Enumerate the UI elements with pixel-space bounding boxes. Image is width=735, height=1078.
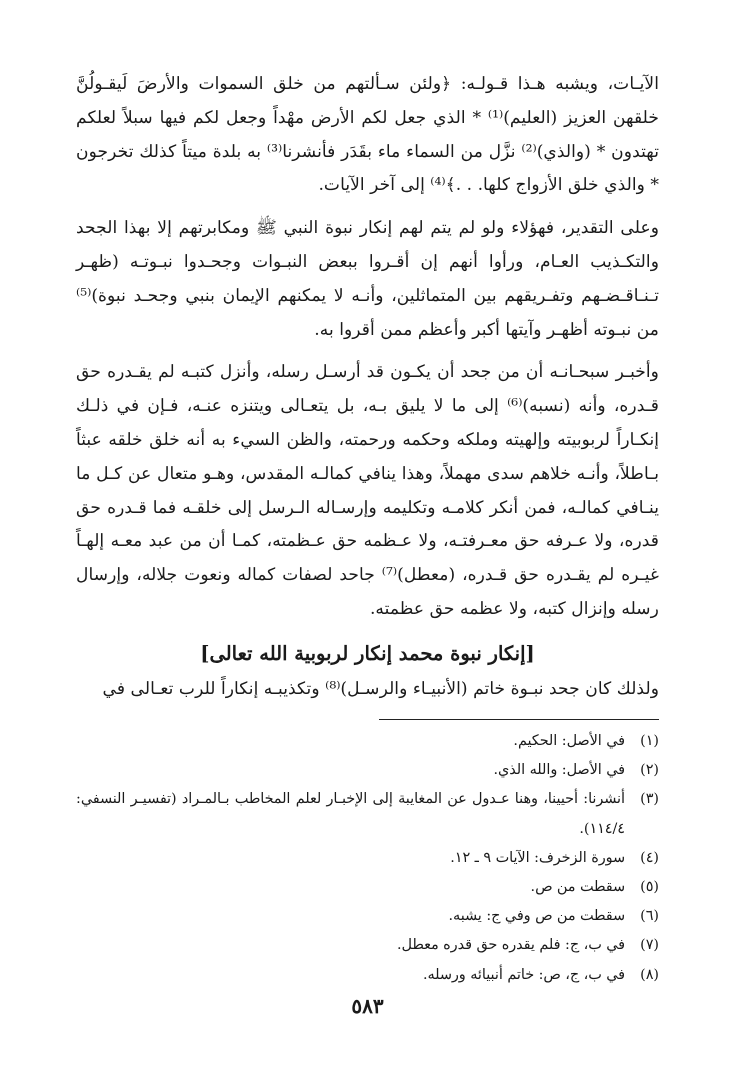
footnote-number: (٢) — [640, 762, 659, 779]
closing-paragraph: ولذلك كان جحد نبـوة خاتم (الأنبيـاء والرسـل)⁽⁸⁾ وتكذيبـه إنكاراً للرب تعـالى في — [102, 678, 659, 699]
footnote-item — [76, 756, 659, 785]
footnotes-list — [76, 727, 659, 990]
footnote-divider — [379, 719, 659, 720]
footnote-text: في الأصل: الحكيم. — [513, 733, 625, 749]
footnote-number: (٨) — [640, 966, 659, 983]
page-number: ٥٨٣ — [351, 994, 384, 1018]
footnote-item — [76, 844, 659, 873]
footnote-text: سقطت من ص وفي ج: يشبه. — [448, 908, 625, 925]
footnote-text: في ب، ج، ص: خاتم أنبيائه ورسله. — [422, 966, 625, 983]
footnote-item — [76, 902, 659, 931]
footnote-number: (٤) — [640, 849, 659, 866]
footnote-item — [76, 873, 659, 902]
footnote-item — [76, 785, 659, 843]
section-heading: [إنكار نبوة محمد إنكار لربوبية الله تعالى] — [200, 641, 535, 665]
footnote-number: (١) — [640, 733, 659, 749]
body-paragraph-2: وعلى التقدير، فهؤلاء ولو لم يتم لهم إنكار نبوة النبي ﷺ ومكابرتهم إلا بهذا الجحد والتكـذيب العـام، ورأوا أنهم إن أقـروا ببعض النبـوات وجحـدوا نبـوتـه (ظهـر تـنـاقـضـهم وتفـريقهم بين المتماثلين، وأنـه لا يمكنهم الإيمان بنبي وجحـد نبوة)⁽⁵⁾ من نبـوته أظهـر وآيتها أكبر وأعظم ممن أقروا به. — [76, 218, 659, 340]
footnote-number: (٣) — [640, 791, 659, 808]
footnote-number: (٥) — [640, 879, 659, 896]
footnote-item — [76, 727, 659, 756]
footnote-text: سقطت من ص. — [530, 879, 625, 896]
footnote-text: سورة الزخرف: الآيات ٩ ـ ١٢. — [450, 849, 625, 866]
body-paragraph-1: الآيـات، ويشبه هـذا قـولـه: ﴿ولئن سـألتهم من خلق السموات والأرضَ لَيقـولُنَّ خلقهن العزيز (العليم)⁽¹⁾ * الذي جعل لكم الأرض مهْداً وجعل لكم فيها سبلاً لعلكم تهتدون * (والذي)⁽²⁾ نزَّل من السماء ماء بقَدَر فأنشرنا⁽³⁾ به بلدة ميتاً كذلك تخرجون * والذي خلق الأزواج كلها. . .﴾⁽⁴⁾ إلى آخر الآيات. — [76, 74, 659, 196]
footnote-text: في ب، ج: فلم يقدره حق قدره معطل. — [396, 937, 625, 954]
footnote-item — [76, 931, 659, 960]
footnote-text: في الأصل: والله الذي. — [493, 762, 625, 779]
footnote-item — [76, 961, 659, 990]
footnote-number: (٦) — [640, 908, 659, 925]
footnote-number: (٧) — [640, 937, 659, 954]
body-paragraph-3: وأخبـر سبحـانـه أن من جحد أن يكـون قد أرسـل رسله، وأنزل كتبـه لم يقـدره حق قـدره، وأنه (نسبه)⁽⁶⁾ إلى ما لا يليق بـه، بل يتعـالى ويتنزه عنـه، فـإن في ذلـك إنكـاراً لربوبيته وإلهيته وملكه وحكمه ورحمته، والظن السيء به أنه خلق خلقه عبثاً بـاطلاً، وأنـه خلاهم سدى مهملاً، وهذا ينافي كمالـه المقدس، وهـو متعال عن كـل ما ينـافي كمالـه، فمن أنكر كلامـه وتكليمه وإرسـاله الـرسل إلى خلقـه فما قـدره حق قدره، ولا عـرفه حق معـرفتـه، ولا عـظمه حق عـظمته، كمـا أن من عبد معـه إلهـاً غيـره لم يقـدره حق قـدره، (معطل)⁽⁷⁾ جاحد لصفات كماله ونعوت جلاله، وإرسال رسله وإنزال كتبه، ولا عظمه حق عظمته. — [76, 362, 659, 619]
footnote-text: أنشرنا: أحيينا، وهنا عـدول عن المغايبة إلى الإخبـار لعلم المخاطب بـالمـراد (تفسيـر النسفي: ١١٤/٤). — [76, 791, 625, 837]
